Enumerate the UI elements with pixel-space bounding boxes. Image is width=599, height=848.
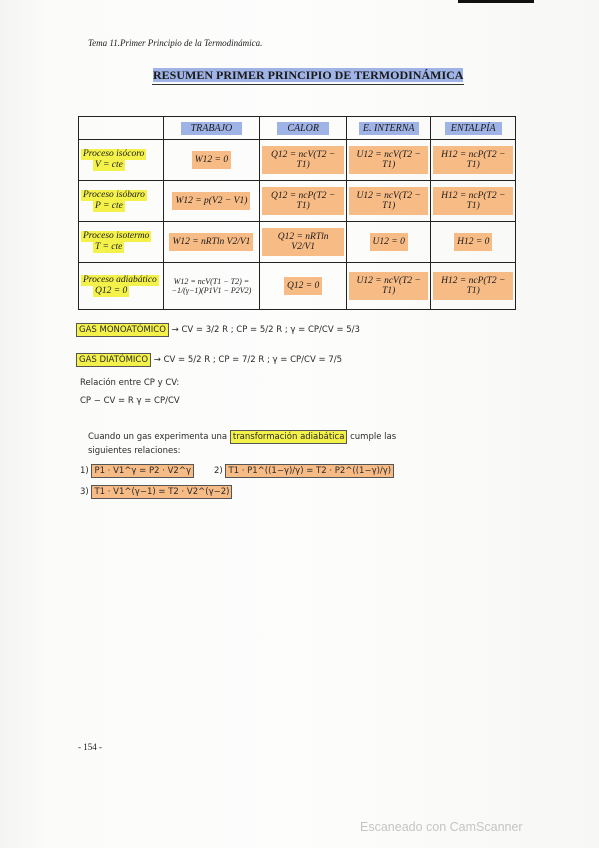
interna-cell: U12 = ncV(T2 − T1) xyxy=(346,263,431,310)
trabajo-cell: W12 = nRTln V2/V1 xyxy=(163,222,260,263)
note-adiabatic-intro: Cuando un gas experimenta una transformación adiabática cumple las xyxy=(88,432,397,442)
equation-1: 1) P1 · V1^γ = P2 · V2^γ xyxy=(80,466,194,476)
entalpia-cell: H12 = ncP(T2 − T1) xyxy=(431,140,516,181)
title-text: RESUMEN PRIMER PRINCIPIO DE TERMODINÁMICA xyxy=(153,68,464,82)
process-cell: Proceso isócoro V = cte xyxy=(79,140,164,181)
scan-edge-mark xyxy=(458,0,534,3)
interna-cell: U12 = ncV(T2 − T1) xyxy=(346,181,431,222)
table-row xyxy=(79,263,516,310)
camscanner-watermark: Escaneado con CamScanner xyxy=(360,820,523,834)
calor-cell: Q12 = nRTln V2/V1 xyxy=(260,222,347,263)
interna-cell: U12 = 0 xyxy=(346,222,431,263)
process-cell: Proceso isóbaro P = cte xyxy=(79,181,164,222)
calor-cell: Q12 = ncP(T2 − T1) xyxy=(260,181,347,222)
process-cell: Proceso adiabático Q12 = 0 xyxy=(79,263,164,310)
note-monoatomic xyxy=(76,325,360,335)
col-header-calor: CALOR xyxy=(260,117,347,140)
calor-cell: Q12 = 0 xyxy=(260,263,347,310)
page-number: - 154 - xyxy=(78,742,102,752)
adiabatic-highlight: transformación adiabática xyxy=(230,430,348,444)
summary-table xyxy=(78,116,516,310)
table-row xyxy=(79,140,516,181)
col-header-entalpia: ENTALPÍA xyxy=(431,117,516,140)
calor-cell: Q12 = ncV(T2 − T1) xyxy=(260,140,347,181)
entalpia-cell: H12 = ncP(T2 − T1) xyxy=(431,263,516,310)
table-header-row xyxy=(79,117,516,140)
diatomic-label: GAS DIATÓMICO xyxy=(76,353,151,367)
trabajo-cell: W12 = ncV(T1 − T2) = −1/(γ−1)(P1V1 − P2V2) xyxy=(163,263,260,310)
process-cell: Proceso isotermo T = cte xyxy=(79,222,164,263)
interna-cell: U12 = ncV(T2 − T1) xyxy=(346,140,431,181)
diatomic-values: → CV = 5/2 R ; CP = 7/2 R ; γ = CP/CV = 7/5 xyxy=(153,355,342,365)
trabajo-cell: W12 = p(V2 − V1) xyxy=(163,181,260,222)
document-title xyxy=(152,68,464,85)
entalpia-cell: H12 = 0 xyxy=(431,222,516,263)
col-header-interna: E. INTERNA xyxy=(346,117,431,140)
note-adiabatic-intro-2: siguientes relaciones: xyxy=(88,446,181,456)
monoatomic-label: GAS MONOATÓMICO xyxy=(76,323,169,337)
table-row xyxy=(79,181,516,222)
note-relation-formula: CP − CV = R γ = CP/CV xyxy=(80,396,180,406)
col-header-trabajo: TRABAJO xyxy=(163,117,260,140)
trabajo-cell: W12 = 0 xyxy=(163,140,260,181)
table-corner-cell xyxy=(79,117,164,140)
note-diatomic xyxy=(76,355,342,365)
page-header: Tema 11.Primer Principio de la Termodinámica. xyxy=(88,38,263,48)
equation-3: 3) T1 · V1^(γ−1) = T2 · V2^(γ−2) xyxy=(80,487,232,497)
monoatomic-values: → CV = 3/2 R ; CP = 5/2 R ; γ = CP/CV = 5/3 xyxy=(171,325,360,335)
note-relation-title: Relación entre CP y CV: xyxy=(80,378,180,388)
table-row xyxy=(79,222,516,263)
equation-2: 2) T1 · P1^((1−γ)/γ) = T2 · P2^((1−γ)/γ) xyxy=(214,466,394,476)
entalpia-cell: H12 = ncP(T2 − T1) xyxy=(431,181,516,222)
